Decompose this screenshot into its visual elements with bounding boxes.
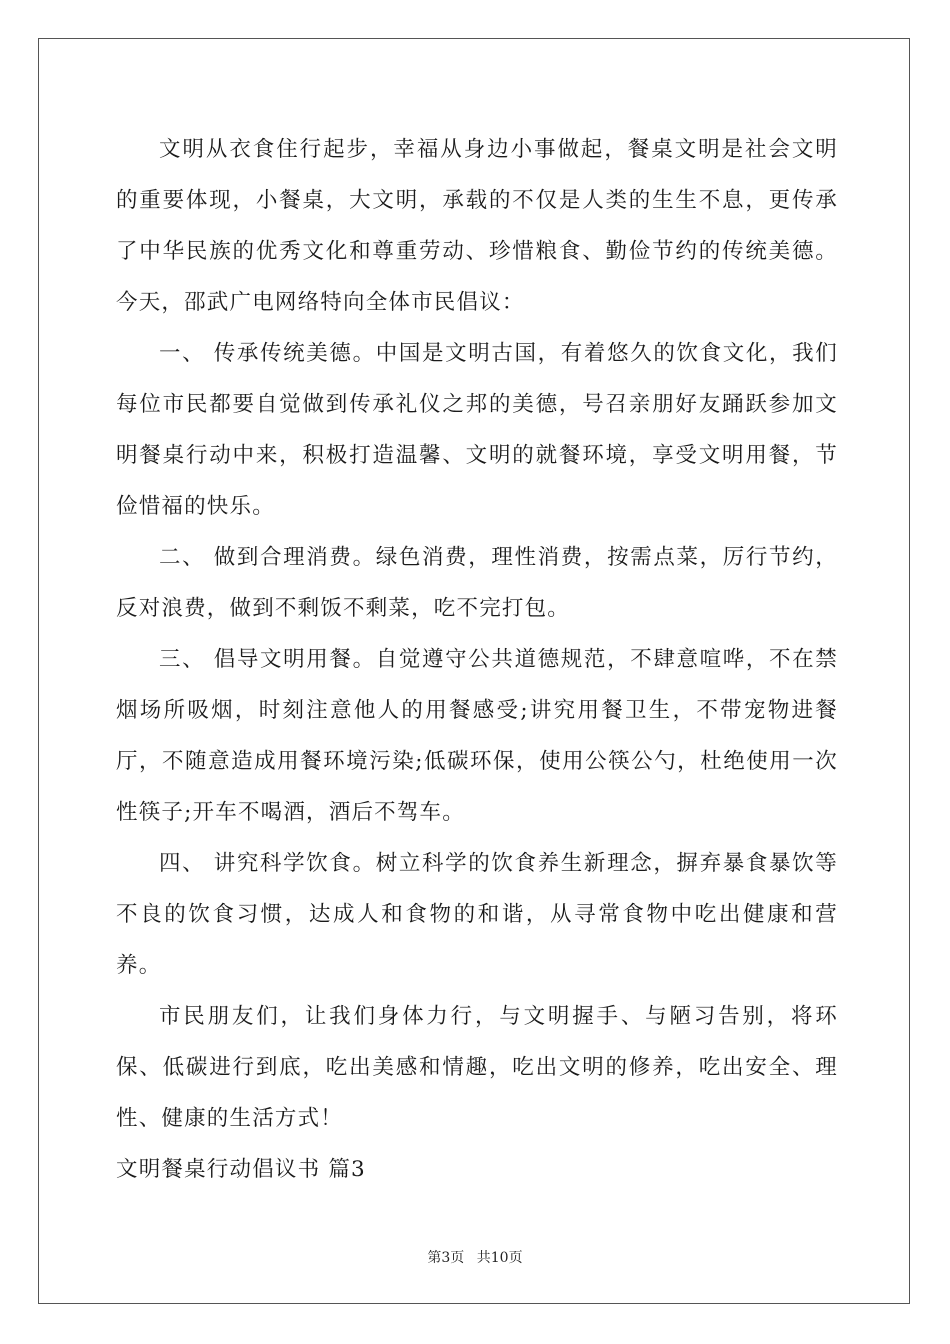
document-body xyxy=(116,124,838,1195)
page-number-current: 第3页 xyxy=(427,1250,465,1266)
paragraph-closing: 市民朋友们，让我们身体力行，与文明握手、与陋习告别，将环保、低碳进行到底，吃出美感和情趣，吃出文明的修养，吃出安全、理性、健康的生活方式！ xyxy=(116,1004,838,1131)
paragraph-item-4: 四、 讲究科学饮食。树立科学的饮食养生新理念，摒弃暴食暴饮等不良的饮食习惯，达成人和食物的和谐，从寻常食物中吃出健康和营养。 xyxy=(116,851,838,978)
page-footer xyxy=(0,1247,950,1267)
paragraph-item-2: 二、 做到合理消费。绿色消费，理性消费，按需点菜，厉行节约，反对浪费，做到不剩饭不剩菜，吃不完打包。 xyxy=(116,545,838,621)
paragraph-intro: 文明从衣食住行起步，幸福从身边小事做起，餐桌文明是社会文明的重要体现，小餐桌，大文明，承载的不仅是人类的生生不息，更传承了中华民族的优秀文化和尊重劳动、珍惜粮食、勤俭节约的传统美德。今天，邵武广电网络特向全体市民倡议： xyxy=(116,137,838,315)
section-heading: 文明餐桌行动倡议书 篇3 xyxy=(116,1157,366,1182)
paragraph-item-1: 一、 传承传统美德。中国是文明古国，有着悠久的饮食文化，我们每位市民都要自觉做到传承礼仪之邦的美德，号召亲朋好友踊跃参加文明餐桌行动中来，积极打造温馨、文明的就餐环境，享受文明用餐，节俭惜福的快乐。 xyxy=(116,341,838,519)
page-number-total: 共10页 xyxy=(476,1250,523,1266)
paragraph-item-3: 三、 倡导文明用餐。自觉遵守公共道德规范，不肆意喧哗，不在禁烟场所吸烟，时刻注意他人的用餐感受;讲究用餐卫生，不带宠物进餐厅，不随意造成用餐环境污染;低碳环保，使用公筷公勺，杜绝使用一次性筷子;开车不喝酒，酒后不驾车。 xyxy=(116,647,838,825)
